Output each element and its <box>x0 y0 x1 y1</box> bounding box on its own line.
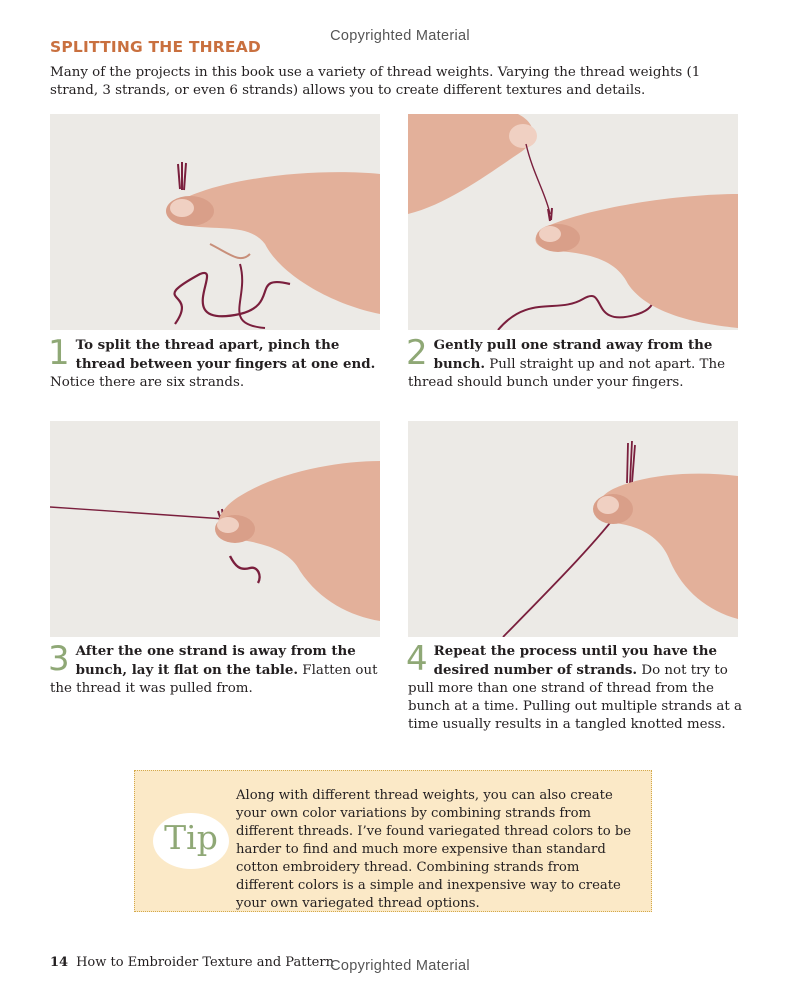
step-2-text: Pull straight up and not apart. The thread should bunch under your fingers. <box>408 357 726 390</box>
step-3-caption <box>48 639 384 698</box>
watermark-bottom: Copyrighted Material <box>330 958 470 974</box>
step-1-text: Notice there are six strands. <box>50 375 245 390</box>
page-number: 14 <box>50 955 69 970</box>
step-4-number: 4 <box>406 639 428 679</box>
step-1-bold-text: To split the thread apart, pinch the thread between your fingers at one end. <box>75 337 376 372</box>
step-4-photo <box>408 421 738 637</box>
step-3-number: 3 <box>48 639 70 679</box>
step-4-text: Do not try to pull more than one strand of thread from the bunch at a time. Pulling out multiple strands at a time usually results in a tangled knotted mess. <box>408 663 742 732</box>
tip-label: Tip <box>164 818 218 857</box>
step-1-number: 1 <box>48 333 70 373</box>
book-title: How to Embroider Texture and Pattern <box>76 955 334 970</box>
watermark-top: Copyrighted Material <box>330 28 470 44</box>
step-3-text: Flatten out the thread it was pulled from. <box>50 663 378 696</box>
step-2-photo <box>408 114 738 330</box>
step-3-bold-text: After the one strand is away from the bunch, lay it flat on the table. <box>75 643 356 678</box>
step-2-number: 2 <box>406 333 428 373</box>
step-2-caption <box>406 333 742 392</box>
step-2-bold-text: Gently pull one strand away from the bunch. <box>433 337 713 372</box>
step-4-caption <box>406 639 742 734</box>
step-1-photo <box>50 114 380 330</box>
section-heading: SPLITTING THE THREAD <box>50 38 261 56</box>
step-3-photo <box>50 421 380 637</box>
tip-text: Along with different thread weights, you can also create your own color variations by combining strands from different threads. I’ve found variegated thread colors to be harder to find and much more expensive than standard cotton embroidery thread. Combining strands from different colors is a simple and inexpensive way to create your own variegated thread options. <box>236 788 632 911</box>
intro-paragraph: Many of the projects in this book use a variety of thread weights. Varying the thread weights (1 strand, 3 strands, or even 6 strands) allows you to create different textures and details. <box>50 65 701 98</box>
step-4-bold-text: Repeat the process until you have the desired number of strands. <box>433 643 717 678</box>
step-1-caption <box>48 333 384 392</box>
